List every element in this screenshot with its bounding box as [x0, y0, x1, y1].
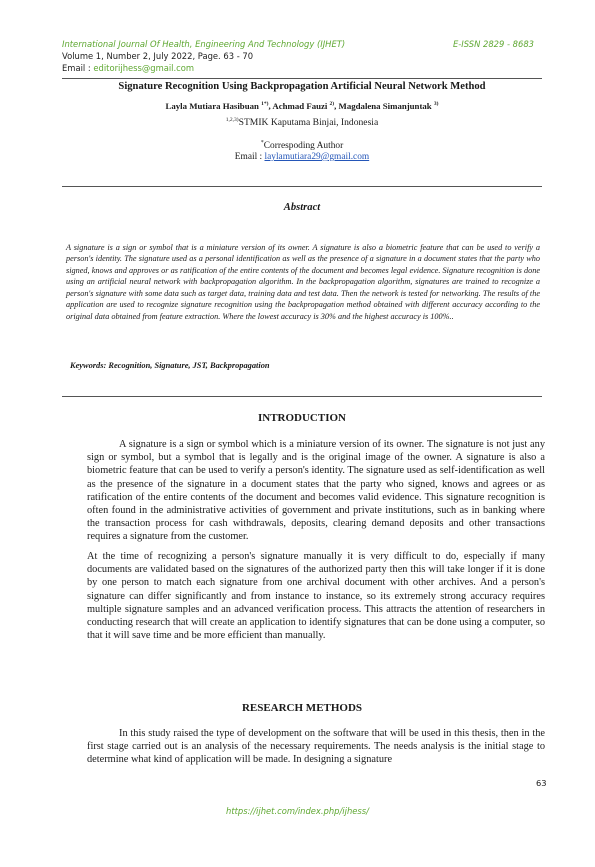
- author-name: Magdalena Simanjuntak: [338, 101, 432, 111]
- research-methods-paragraph: In this study raised the type of development on the software that will be used in this thesis, then in the first stage carried out is an analysis of the necessary requirements. The needs analysis is the initial stage to determine what kind of application will be made. In designing a signature: [87, 728, 545, 766]
- author-line: Layla Mutiara Hasibuan $^{1*)}$, Achmad Fauzi $^{2)}$, Magdalena Simanjuntak $^{3)}$: [165, 101, 439, 111]
- corresponding-email-line: [62, 152, 542, 162]
- email-label: Email :: [62, 63, 94, 73]
- corresponding-label: Correspoding Author: [263, 141, 344, 152]
- abstract-divider: [62, 396, 542, 397]
- journal-url[interactable]: https://ijhet.com/index.php/ijhess/: [226, 806, 369, 816]
- affiliation: STMIK Kaputama Binjai, Indonesia: [238, 117, 379, 129]
- introduction-paragraph-1: A signature is a sign or symbol which is a miniature version of its owner. The signature is not just any sign or symbol, but a symbol that is legally and is the original image of the owner. A signature is also a biometric feature that can be used to verify a person's identity. The signature used as self-identification as well as the presence of the signature in a document states that the party who signed, knows and agrees or as ratification of the entire contents of the document and becomes valid evidence. This signature recognition is often found in the administrative activities of government and private institutions, such as in banking where the transaction process for cash withdrawals, deposits, clearing demand deposits and other transactions requires a signature from the customer.: [87, 439, 545, 543]
- header-divider: [62, 78, 542, 79]
- affiliation-line: [62, 117, 542, 128]
- corresponding-mark: *: [260, 140, 264, 146]
- volume-info: Volume 1, Number 2, July 2022, Page. 63 - 70: [62, 51, 254, 61]
- corresponding-email-link[interactable]: laylamutiara29@gmail.com: [264, 152, 370, 162]
- affiliation-mark: 1,2,3): [225, 117, 239, 123]
- paper-title: Signature Recognition Using Backpropagation Artificial Neural Network Method: [118, 81, 486, 92]
- corresponding-author-line: [62, 140, 542, 151]
- affiliation-divider: [62, 186, 542, 187]
- research-methods-heading: RESEARCH METHODS: [241, 702, 363, 714]
- journal-header: [62, 38, 542, 74]
- journal-email-line: [62, 62, 542, 74]
- keywords: Keywords: Recognition, Signature, JST, Backpropagation: [70, 361, 270, 370]
- introduction-paragraph-2: At the time of recognizing a person's signature manually it is very difficult to do, especially if many documents are validated based on the signatures of the authorized party then this will take longer if it is done by one person to match each signature from one archival document with other archives. And a person's signature can differ significantly and from instance to instance, so its extremely strong accuracy requires multiple signature samples and an advanced verification process. This attracts the attention of researchers in conducting research that will create an application to identify signatures that can be done using a computer, so that it will save time and be more efficient than manually.: [87, 551, 545, 642]
- issn: E-ISSN 2829 - 8683: [452, 39, 534, 49]
- corresponding-email-label: Email :: [234, 152, 265, 162]
- author-mark: 1*): [261, 101, 269, 108]
- abstract-heading: Abstract: [283, 202, 321, 213]
- author-mark: 3): [433, 101, 439, 108]
- journal-email: editorijhess@gmail.com: [93, 63, 195, 73]
- author-mark: 2): [329, 101, 335, 108]
- author-name: Achmad Fauzi: [272, 101, 328, 111]
- abstract-text: A signature is a sign or symbol that is a miniature version of its owner. A signature is also a biometric feature that can be used to verify a person's identity. The signature used as a personal identification as well as the presence of a signature in a document states that the party who signed, knows and approves or as ratification of the entire contents of the document and becomes legal evidence. Signature recognition is done using an artificial neural network with backpropagation algorithm. In the backpropagation algorithm, signatures are trained to recognize a person's signature with some data such as target data, training data and test data. Then the network is tested for networking. The results of the application are used to recognize signature recognition using the backpropagation method obtained with different accuracy according to the original data obtained from feature extraction. Where the lowest accuracy is 30% and the highest accuracy is 100%..: [66, 243, 540, 321]
- introduction-heading: INTRODUCTION: [257, 412, 346, 424]
- author-name: Layla Mutiara Hasibuan: [165, 101, 259, 111]
- journal-name: International Journal Of Health, Engineering And Technology (IJHET): [62, 39, 346, 49]
- page-number: 63: [536, 778, 547, 788]
